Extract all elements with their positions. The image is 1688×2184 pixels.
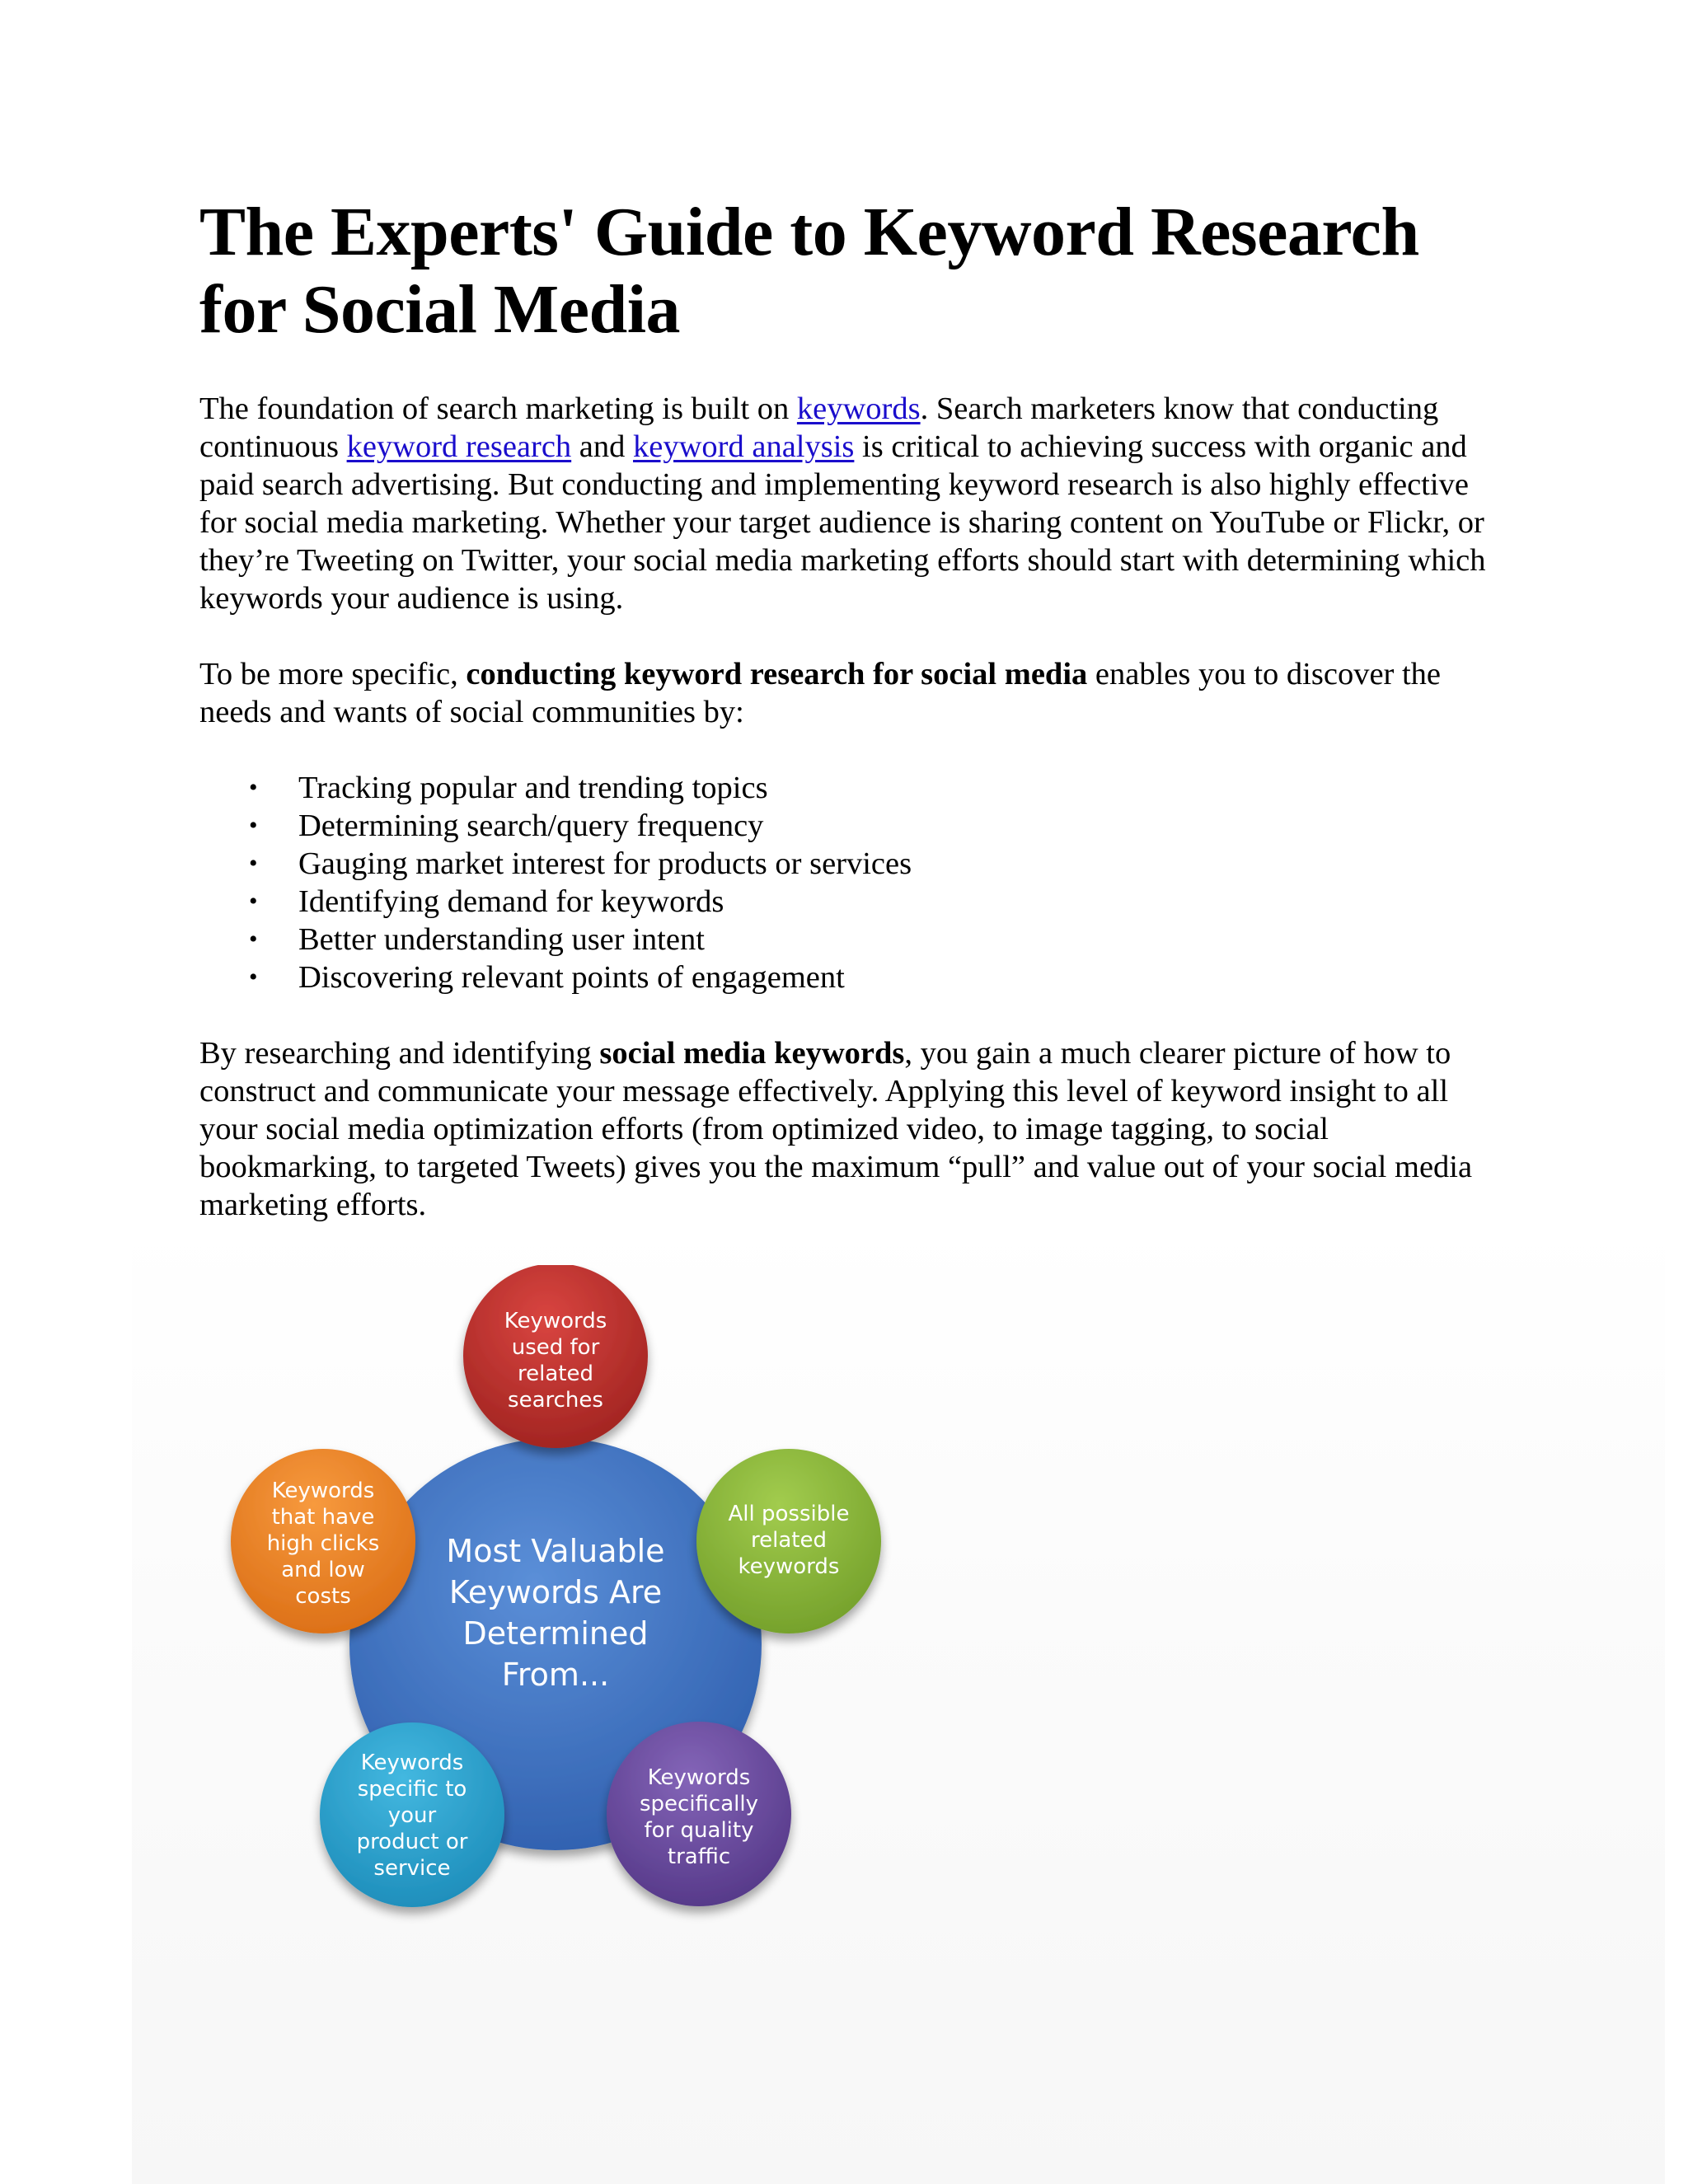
bullet-icon: • — [249, 888, 258, 915]
bullet-icon: • — [249, 963, 258, 991]
page-title: The Experts' Guide to Keyword Research for Social Media — [199, 194, 1419, 348]
list-item-text: Identifying demand for keywords — [298, 884, 724, 919]
list-item — [199, 845, 1502, 883]
diagram-svg — [216, 1265, 900, 1924]
center-line-1: Most Valuable — [446, 1533, 665, 1569]
node-1-line-3: keywords — [738, 1554, 840, 1579]
list-item — [199, 807, 1502, 845]
node-related-keywords — [696, 1449, 881, 1633]
list-item-text: Discovering relevant points of engagement — [298, 960, 845, 995]
list-item-text: Gauging market interest for products or services — [298, 846, 912, 881]
intro-text-2: . Search marketers know that conducting continuous — [199, 391, 1439, 464]
article-body — [199, 194, 1502, 1262]
bullet-icon: • — [249, 812, 258, 839]
keywords-link[interactable]: keywords — [796, 391, 921, 426]
intro-text-3: and — [571, 429, 634, 464]
list-item-text: Tracking popular and trending topics — [298, 771, 768, 805]
specific-bold: conducting keyword research for social media — [466, 657, 1088, 691]
node-1-line-1: All possible — [728, 1502, 850, 1526]
node-high-clicks-low-costs — [231, 1449, 415, 1633]
closing-bold: social media keywords — [599, 1036, 905, 1071]
node-0-line-1: Keywords — [504, 1309, 607, 1333]
center-line-4: From... — [501, 1657, 610, 1693]
node-0-line-2: used for — [511, 1335, 600, 1360]
list-item — [199, 883, 1502, 921]
node-3-line-1: Keywords — [360, 1750, 464, 1775]
node-2-line-1: Keywords — [647, 1765, 751, 1790]
list-item-text: Better understanding user intent — [298, 922, 705, 957]
node-related-searches — [463, 1265, 648, 1448]
node-product-service — [320, 1722, 504, 1907]
node-3-line-3: your — [387, 1803, 437, 1828]
specific-text-2: enables you to discover the needs and wants of social communities by: — [199, 657, 1442, 729]
closing-text-1: By researching and identifying — [199, 1036, 600, 1071]
node-4-line-4: and low — [281, 1558, 365, 1582]
list-item — [199, 769, 1502, 807]
closing-paragraph — [199, 1034, 1502, 1224]
keyword-research-link[interactable]: keyword research — [346, 429, 572, 464]
specific-paragraph — [199, 655, 1502, 731]
list-item — [199, 958, 1502, 996]
node-3-line-4: product or — [356, 1830, 468, 1854]
node-2-line-4: traffic — [667, 1844, 731, 1869]
node-0-line-3: related — [518, 1361, 593, 1386]
specific-text-1: To be more specific, — [199, 657, 467, 691]
intro-text-1: The foundation of search marketing is built on — [199, 391, 797, 426]
node-3-line-2: specific to — [357, 1777, 467, 1802]
bullet-icon: • — [249, 774, 258, 801]
keyword-diagram — [216, 1265, 900, 1924]
node-4-line-2: that have — [271, 1505, 375, 1530]
node-2-line-3: for quality — [644, 1818, 754, 1843]
keyword-analysis-link[interactable]: keyword analysis — [633, 429, 855, 464]
closing-text-2: , you gain a much clearer picture of how to construct and communicate your message effectively. Applying this level of keyword insight to all your social media optimization efforts (from optimized video, to image tagging, to social bookmarking, to targeted Tweets) gives you the maximum “pull” and value out of your social media marketing efforts. — [199, 1036, 1473, 1222]
center-line-3: Determined — [462, 1615, 649, 1652]
node-4-line-1: Keywords — [271, 1479, 375, 1503]
node-2-line-2: specifically — [639, 1792, 759, 1816]
intro-paragraph — [199, 390, 1502, 617]
list-item-text: Determining search/query frequency — [298, 808, 764, 843]
node-quality-traffic — [607, 1722, 791, 1906]
bullet-icon: • — [249, 850, 258, 877]
bullet-icon: • — [249, 926, 258, 953]
node-4-line-5: costs — [295, 1584, 351, 1609]
benefits-list — [199, 769, 1502, 996]
center-line-2: Keywords Are — [448, 1574, 663, 1610]
node-4-line-3: high clicks — [266, 1531, 380, 1556]
node-3-line-5: service — [373, 1856, 451, 1881]
list-item — [199, 921, 1502, 958]
node-0-line-4: searches — [508, 1388, 603, 1413]
intro-text-4: is critical to achieving success with organic and paid search advertising. But conducting and implementing keyword research is also highly effective for social media marketing. Whether your target audience is sharing content on YouTube or Flickr, or they’re Tweeting on Twitter, your social media marketing efforts should start with determining which keywords your audience is using. — [199, 429, 1486, 616]
node-1-line-2: related — [751, 1528, 827, 1553]
